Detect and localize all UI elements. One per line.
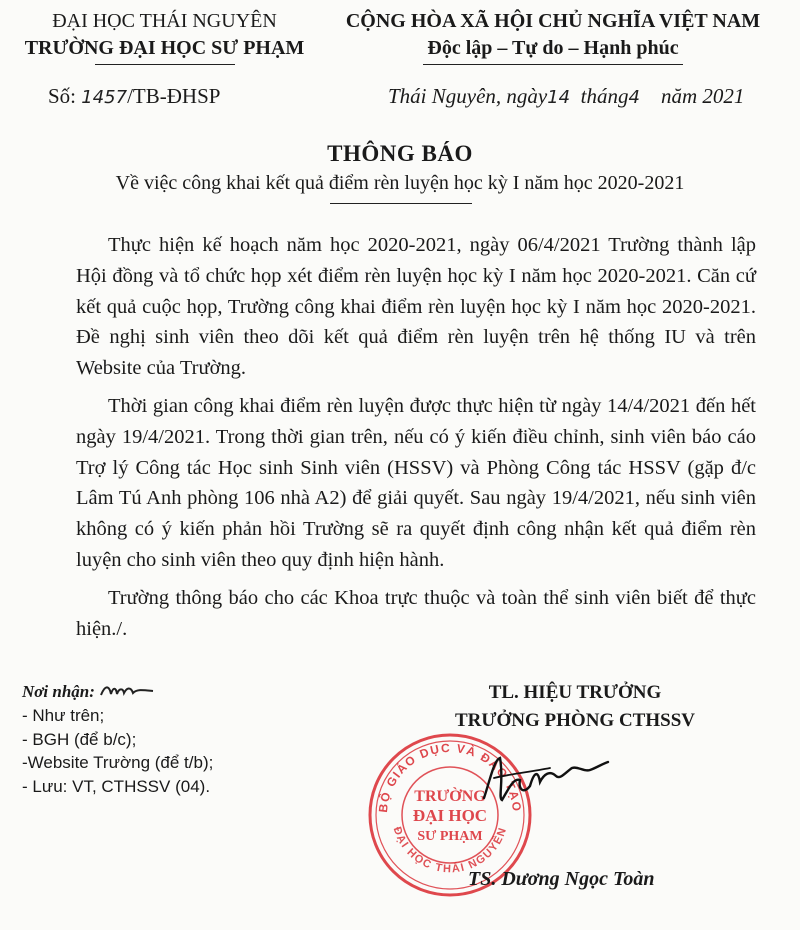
document-number-value: 1457: [81, 87, 128, 108]
initials-scribble: [99, 681, 155, 699]
recipients-heading: [22, 681, 155, 702]
year-label: năm 2021: [660, 84, 745, 108]
stamp-outer-text: BỘ GIÁO DỤC VÀ ĐÀO TẠO: [375, 740, 525, 814]
recipients-list: [22, 704, 213, 798]
parent-org-name: ĐẠI HỌC THÁI NGUYÊN: [52, 10, 277, 32]
national-motto: Độc lập – Tự do – Hạnh phúc: [427, 37, 679, 59]
document-body: [76, 230, 756, 651]
signature-title-line2: TRƯỞNG PHÒNG CTHSSV: [455, 710, 695, 731]
signer-name: TS. Dương Ngọc Toàn: [468, 868, 655, 890]
recipient-item: - Lưu: VT, CTHSSV (04).: [22, 776, 211, 796]
signature-title: [390, 679, 760, 735]
document-title: THÔNG BÁO: [327, 141, 473, 166]
date-day: 14: [547, 87, 571, 108]
header-left-underline: [95, 64, 235, 65]
handwritten-signature: [480, 750, 610, 810]
date-month: 4: [628, 87, 640, 108]
stamp-inner-line3: SƯ PHẠM: [417, 829, 483, 844]
document-number-prefix: Số:: [48, 84, 77, 108]
recipient-item: - Như trên;: [22, 706, 105, 725]
stamp-inner-line2: ĐẠI HỌC: [412, 806, 488, 825]
month-label: tháng: [580, 84, 629, 108]
body-paragraph: Thực hiện kế hoạch năm học 2020-2021, ngày 06/4/2021 Trường thành lập Hội đồng và tổ chức họp xét điểm rèn luyện học kỳ I năm học 2020-2021. Căn cứ kết quả cuộc họp, Trường công khai điểm rèn luyện học kỳ I năm học 2020-2021. Đề nghị sinh viên theo dõi kết quả điểm rèn luyện trên hệ thống IU và trên Website của Trường.: [76, 234, 756, 380]
subtitle-underline: [330, 203, 472, 204]
stamp-inner-line1: TRƯỜNG: [414, 788, 486, 805]
recipient-item: -Website Trường (để t/b);: [22, 753, 214, 772]
place-label: Thái Nguyên, ngày: [388, 84, 548, 108]
school-name: TRƯỜNG ĐẠI HỌC SƯ PHẠM: [24, 37, 305, 59]
document-number: [48, 84, 220, 109]
stamp-bottom-text: ĐẠI HỌC THÁI NGUYÊN: [390, 825, 510, 876]
recipient-item: - BGH (để b/c);: [22, 729, 137, 749]
national-header: [322, 8, 784, 62]
issuing-organization: [22, 8, 307, 62]
header-right-underline: [423, 64, 683, 65]
document-number-suffix: /TB-ĐHSP: [127, 84, 221, 108]
signature-title-line1: TL. HIỆU TRƯỞNG: [488, 682, 662, 703]
document-subtitle: Về việc công khai kết quả điểm rèn luyện học kỳ I năm học 2020-2021: [115, 172, 685, 194]
body-paragraph: Trường thông báo cho các Khoa trực thuộc và toàn thể sinh viên biết để thực hiện./.: [76, 586, 756, 640]
body-paragraph: Thời gian công khai điểm rèn luyện được thực hiện từ ngày 14/4/2021 đến hết ngày 19/4/2021. Trong thời gian trên, nếu có ý kiến điều chỉnh, sinh viên báo cáo Trợ lý Công tác Học sinh Sinh viên (HSSV) và Phòng Công tác HSSV (gặp đ/c Lâm Tú Anh phòng 106 nhà A2) để giải quyết. Sau ngày 19/4/2021, nếu sinh viên không có ý kiến phản hồi Trường sẽ ra quyết định công nhận kết quả điểm rèn luyện cho sinh viên theo quy định hiện hành.: [76, 394, 756, 571]
recipients-heading-label: Nơi nhận:: [22, 682, 95, 701]
place-date: [388, 84, 744, 109]
nation-name: CỘNG HÒA XÃ HỘI CHỦ NGHĨA VIỆT NAM: [345, 10, 761, 32]
